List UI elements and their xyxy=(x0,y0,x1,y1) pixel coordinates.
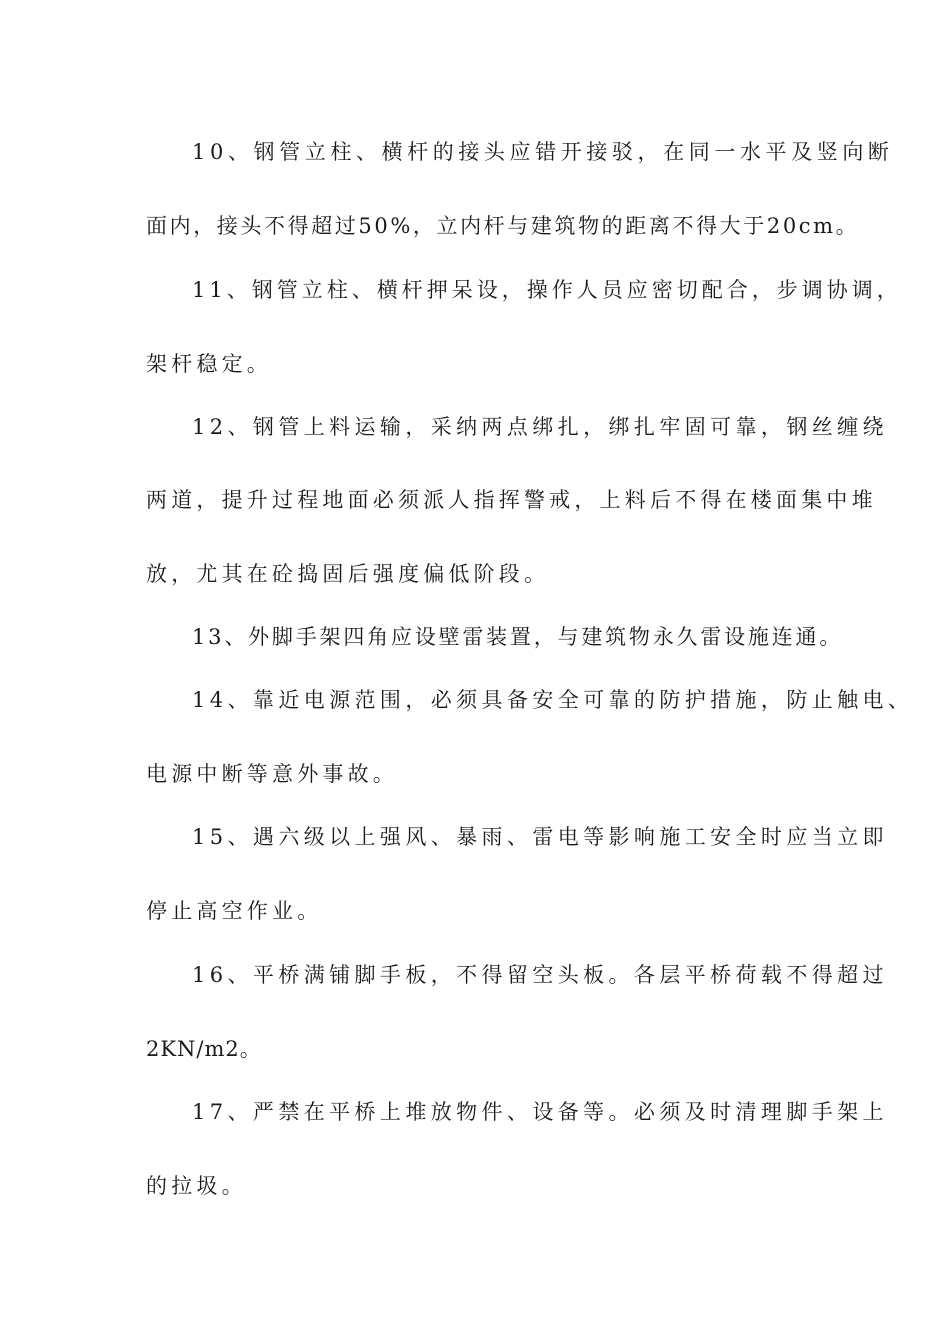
paragraph-14-line-1: 14、靠近电源范围，必须具备安全可靠的防护措施，防止触电、 xyxy=(192,688,914,712)
paragraph-17-line-1: 17、严禁在平桥上堆放物件、设备等。必须及时清理脚手架上 xyxy=(192,1100,888,1124)
paragraph-15-line-2: 停止高空作业。 xyxy=(146,899,323,923)
paragraph-11-line-2: 架杆稳定。 xyxy=(146,352,272,376)
paragraph-15-line-1: 15、遇六级以上强风、暴雨、雷电等影响施工安全时应当立即 xyxy=(192,825,888,849)
paragraph-12-line-3: 放，尤其在砼捣固后强度偏低阶段。 xyxy=(146,562,550,586)
paragraph-17-line-2: 的拉圾。 xyxy=(146,1174,247,1198)
paragraph-13-line-1: 13、外脚手架四角应设壁雷装置，与建筑物永久雷设施连通。 xyxy=(192,625,844,649)
paragraph-10-line-1: 10、钢管立柱、横杆的接头应错开接驳，在同一水平及竖向断 xyxy=(192,140,894,164)
paragraph-14-line-2: 电源中断等意外事故。 xyxy=(146,762,398,786)
paragraph-12-line-1: 12、钢管上料运输，采纳两点绑扎，绑扎牢固可靠，钢丝缠绕 xyxy=(192,415,888,439)
paragraph-11-line-1: 11、钢管立柱、横杆押呆设，操作人员应密切配合，步调协调， xyxy=(192,278,902,302)
paragraph-10-line-2: 面内，接头不得超过50%，立内杆与建筑物的距离不得大于20cm。 xyxy=(146,214,860,238)
paragraph-16-line-2: 2KN/m2。 xyxy=(146,1037,262,1061)
paragraph-16-line-1: 16、平桥满铺脚手板，不得留空头板。各层平桥荷载不得超过 xyxy=(192,963,888,987)
paragraph-12-line-2: 两道，提升过程地面必须派人指挥警戒，上料后不得在楼面集中堆 xyxy=(146,488,877,512)
